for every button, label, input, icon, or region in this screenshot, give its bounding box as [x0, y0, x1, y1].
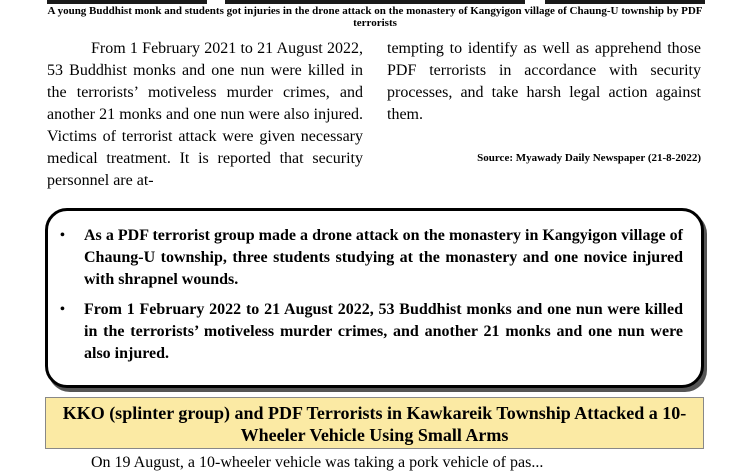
summary-item-text: As a PDF terrorist group made a drone attack on the monastery in Kangyigon village of Chaung-U township, three students studying at the monastery and one novice injured with shrapnel wounds. — [84, 227, 683, 288]
summary-box — [45, 208, 704, 388]
bullet-icon: • — [60, 302, 65, 317]
summary-item — [60, 299, 683, 365]
article-left-column: From 1 February 2021 to 21 August 2022, 53 Buddhist monks and one nun were killed in the terrorists’ motiveless murder crimes, and another 21 monks and one nun were also injured. Victims of terrorist attack were given necessary medical treatment. It is reported that security personnel are at- — [47, 40, 363, 189]
photo-caption: A young Buddhist monk and students got injuries in the drone attack on the monastery of Kangyigon village of Chaung-U township by PDF terrorists — [47, 5, 703, 29]
summary-item-text: From 1 February 2022 to 21 August 2022, 53 Buddhist monks and one nun were killed in the terrorists’ motiveless murder crimes, and another 21 monks and one nun were also injured. — [84, 301, 683, 362]
photo-bottom-edge — [545, 0, 705, 4]
source-credit: Source: Myawady Daily Newspaper (21-8-2022) — [477, 152, 701, 164]
next-article-headline: KKO (splinter group) and PDF Terrorists in Kawkareik Township Attacked a 10-Wheeler Vehicle Using Small Arms — [45, 397, 704, 449]
bullet-icon: • — [60, 228, 65, 243]
photo-bottom-edge — [225, 0, 525, 4]
summary-list — [60, 225, 683, 365]
article-right-column: tempting to identify as well as apprehend those PDF terrorists in accordance with security processes, and take harsh legal action against them. — [387, 40, 701, 123]
next-article-first-line: On 19 August, a 10-wheeler vehicle was taking a pork vehicle of pas... — [91, 454, 544, 471]
photo-bottom-edge — [47, 0, 207, 4]
summary-item — [60, 225, 683, 291]
